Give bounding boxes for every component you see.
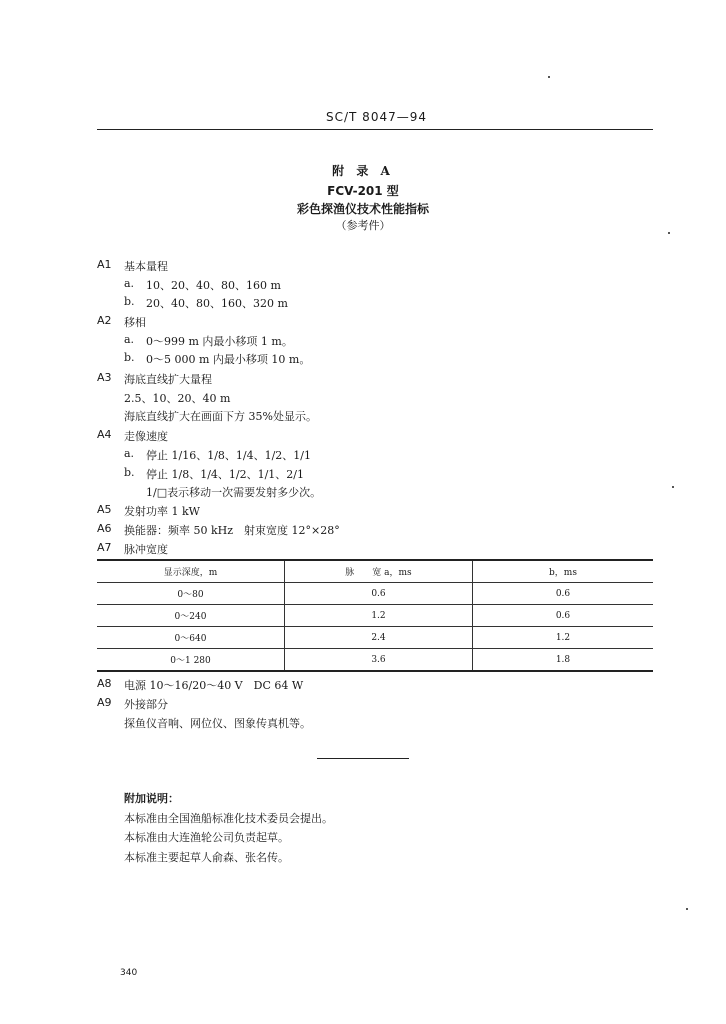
table-header-pulse-b: b，ms bbox=[473, 560, 654, 583]
standard-code: SC/T 8047—94 bbox=[326, 110, 427, 124]
item-a4-a-text: 停止 1/16、1/8、1/4、1/2、1/1 bbox=[146, 449, 312, 462]
item-a1-a-text: 10、20、40、80、160 m bbox=[146, 279, 281, 292]
item-a8-number: A8 bbox=[97, 677, 112, 690]
item-a1-b-text: 20、40、80、160、320 m bbox=[146, 297, 288, 310]
item-a3-number: A3 bbox=[97, 371, 112, 384]
scan-speck bbox=[672, 486, 674, 488]
item-a7-number: A7 bbox=[97, 541, 112, 554]
table-cell: 0～80 bbox=[97, 583, 285, 605]
item-a3-line2: 海底直线扩大在画面下方 35%处显示。 bbox=[124, 410, 317, 423]
item-a2-a-text: 0～999 m 内最小移项 1 m。 bbox=[146, 335, 293, 348]
item-a5-number: A5 bbox=[97, 503, 112, 516]
notes-heading: 附加说明： bbox=[124, 792, 179, 805]
scan-speck bbox=[548, 76, 550, 78]
table-cell: 1.2 bbox=[473, 627, 654, 649]
item-a9-label: 外接部分 bbox=[124, 698, 168, 711]
item-a1-a-mark: a. bbox=[124, 277, 135, 290]
table-header-depth: 显示深度，m bbox=[97, 560, 285, 583]
item-a4-b-text: 停止 1/8、1/4、1/2、1/1、2/1 bbox=[146, 468, 305, 481]
item-a2-b-mark: b. bbox=[124, 351, 135, 364]
table-cell: 1.2 bbox=[285, 605, 473, 627]
notes-line-2: 本标准由大连渔轮公司负责起草。 bbox=[124, 831, 289, 844]
table-header-pulse-a: 脉 宽 a，ms bbox=[285, 560, 473, 583]
table-cell: 2.4 bbox=[285, 627, 473, 649]
pulse-width-table bbox=[97, 559, 653, 672]
item-a3-line1: 2.5、10、20、40 m bbox=[124, 392, 231, 405]
reference-note: （参考件） bbox=[335, 219, 391, 232]
item-a4-number: A4 bbox=[97, 428, 112, 441]
table-cell: 0～1 280 bbox=[97, 649, 285, 672]
item-a9-number: A9 bbox=[97, 696, 112, 709]
item-a4-label: 走像速度 bbox=[124, 430, 168, 443]
item-a2-a-mark: a. bbox=[124, 333, 135, 346]
table-cell: 0～240 bbox=[97, 605, 285, 627]
item-a6-number: A6 bbox=[97, 522, 112, 535]
table-row bbox=[97, 605, 653, 627]
subject-title: 彩色探渔仪技术性能指标 bbox=[296, 202, 429, 216]
scan-speck bbox=[668, 232, 670, 234]
table-cell: 0.6 bbox=[473, 583, 654, 605]
item-a1-b-mark: b. bbox=[124, 295, 135, 308]
table-header-row bbox=[97, 560, 653, 583]
table-row bbox=[97, 649, 653, 672]
table-row bbox=[97, 583, 653, 605]
item-a9-text: 探鱼仪音响、网位仪、图象传真机等。 bbox=[124, 717, 311, 730]
item-a4-a-mark: a. bbox=[124, 447, 135, 460]
header-rule bbox=[97, 129, 653, 130]
table-row bbox=[97, 627, 653, 649]
notes-line-1: 本标准由全国渔船标准化技术委员会提出。 bbox=[124, 812, 333, 825]
page-number: 340 bbox=[120, 968, 138, 978]
item-a1-label: 基本量程 bbox=[124, 260, 168, 273]
table-cell: 0～640 bbox=[97, 627, 285, 649]
item-a7-label: 脉冲宽度 bbox=[124, 543, 168, 556]
end-rule bbox=[317, 758, 409, 759]
table-cell: 1.8 bbox=[473, 649, 654, 672]
appendix-title: 附 录 A bbox=[332, 164, 394, 178]
item-a2-number: A2 bbox=[97, 314, 112, 327]
item-a4-b-mark: b. bbox=[124, 466, 135, 479]
item-a4-note: 1/□表示移动一次需要发射多少次。 bbox=[146, 486, 322, 499]
item-a1-number: A1 bbox=[97, 258, 112, 271]
item-a2-label: 移相 bbox=[124, 316, 146, 329]
item-a6-label: 换能器：频率 50 kHz 射束宽度 12°×28° bbox=[124, 524, 340, 537]
scan-speck bbox=[686, 908, 688, 910]
item-a5-label: 发射功率 1 kW bbox=[124, 505, 200, 518]
item-a2-b-text: 0～5 000 m 内最小移项 10 m。 bbox=[146, 353, 311, 366]
model-title: FCV-201 型 bbox=[327, 184, 399, 198]
table-cell: 0.6 bbox=[473, 605, 654, 627]
table-cell: 3.6 bbox=[285, 649, 473, 672]
table-cell: 0.6 bbox=[285, 583, 473, 605]
item-a8-label: 电源 10～16/20～40 V DC 64 W bbox=[124, 679, 304, 692]
notes-line-3: 本标准主要起草人俞森、张名传。 bbox=[124, 851, 289, 864]
item-a3-label: 海底直线扩大量程 bbox=[124, 373, 212, 386]
